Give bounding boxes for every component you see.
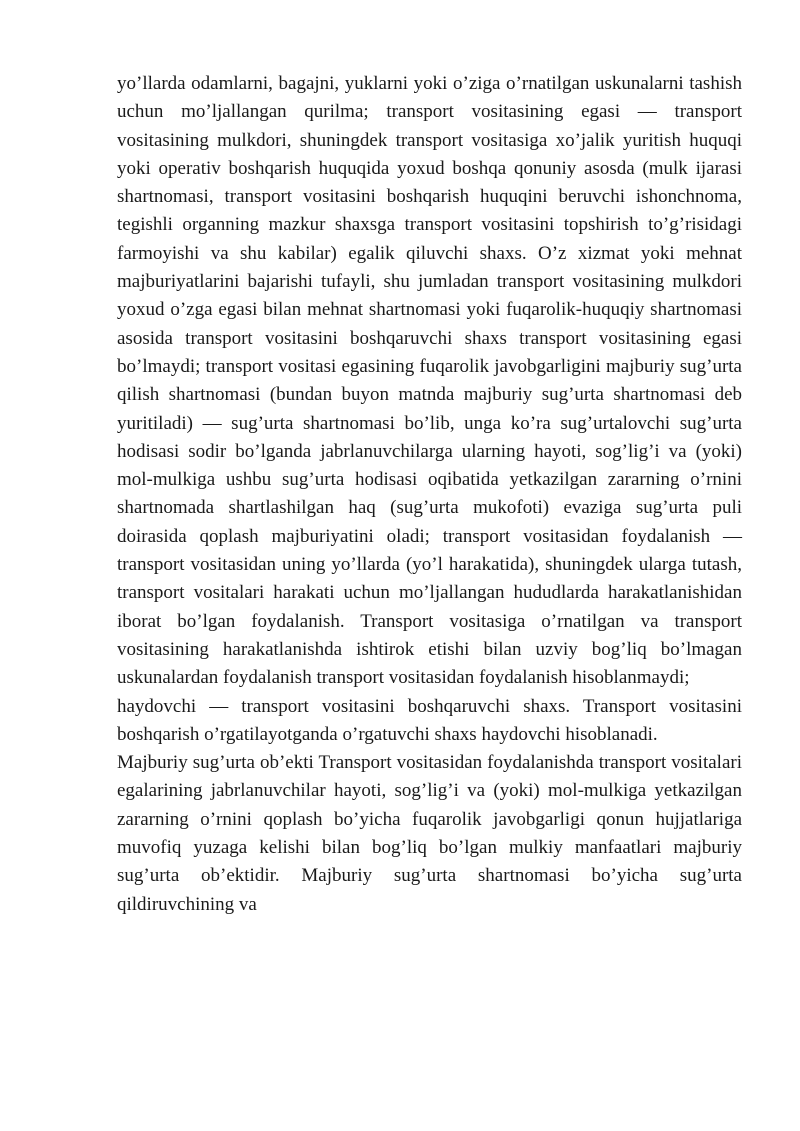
paragraph: yo’llarda odamlarni, bagajni, yuklarni yoki o’ziga o’rnatilgan uskunalarni tashish uchun mo’ljallangan qurilma; transport vositasining egasi — transport vositasining mulkdori, shuningdek transport vositasiga xo’jalik yuritish huquqi yoki operativ boshqarish huquqida yoxud boshqa qonuniy asosda (mulk ijarasi shartnomasi, transport vositasini boshqarish huquqini beruvchi ishonchnoma, tegishli organning mazkur shaxsga transport vositasini topshirish to’g’risidagi farmoyishi va shu kabilar) egalik qiluvchi shaxs. O’z xizmat yoki mehnat majburiyatlarini bajarishi tufayli, shu jumladan transport vositasining mulkdori yoxud o’zga egasi bilan mehnat shartnomasi yoki fuqarolik-huquqiy shartnomasi asosida transport vositasini boshqaruvchi shaxs transport vositasining egasi bo’lmaydi; transport vositasi egasining fuqarolik javobgarligini majburiy sug’urta qilish shartnomasi (bundan buyon matnda majburiy sug’urta shartnomasi deb yuritiladi) — sug’urta shartnomasi bo’lib, unga ko’ra sug’urtalovchi sug’urta hodisasi sodir bo’lganda jabrlanuvchilarga ularning hayoti, sog’lig’i va (yoki) mol-mulkiga ushbu sug’urta hodisasi oqibatida yetkazilgan zararning o’rnini shartnomada shartlashilgan haq (sug’urta mukofoti) evaziga sug’urta puli doirasida qoplash majburiyatini oladi; transport vositasidan foydalanish — transport vositasidan uning yo’llarda (yo’l harakatida), shuningdek ularga tutash, transport vositalari harakati uchun mo’ljallangan hududlarda harakatlanishidan iborat bo’lgan foydalanish. Transport vositasiga o’rnatilgan va transport vositasining harakatlanishda ishtirok etishi bilan uzviy bog’liq bo’lmagan uskunalardan foydalanish transport vositasidan foydalanish hisoblanmaydi; [117,73,742,689]
paragraph: Majburiy sug’urta ob’ekti Transport vositasidan foydalanishda transport vositalari egalarining jabrlanuvchilar hayoti, sog’lig’i va (yoki) mol-mulkiga yetkazilgan zararning o’rnini qoplash bo’yicha fuqarolik javobgarligi qonun hujjatlariga muvofiq yuzaga kelishi bilan bog’liq bo’lgan mulkiy manfaatlari majburiy sug’urta ob’ektidir. Majburiy sug’urta shartnomasi bo’yicha sug’urta qildiruvchining va [117,752,742,915]
document-page [117,70,742,919]
paragraph: haydovchi — transport vositasini boshqaruvchi shaxs. Transport vositasini boshqarish o’rgatilayotganda o’rgatuvchi shaxs haydovchi hisoblanadi. [117,695,742,745]
